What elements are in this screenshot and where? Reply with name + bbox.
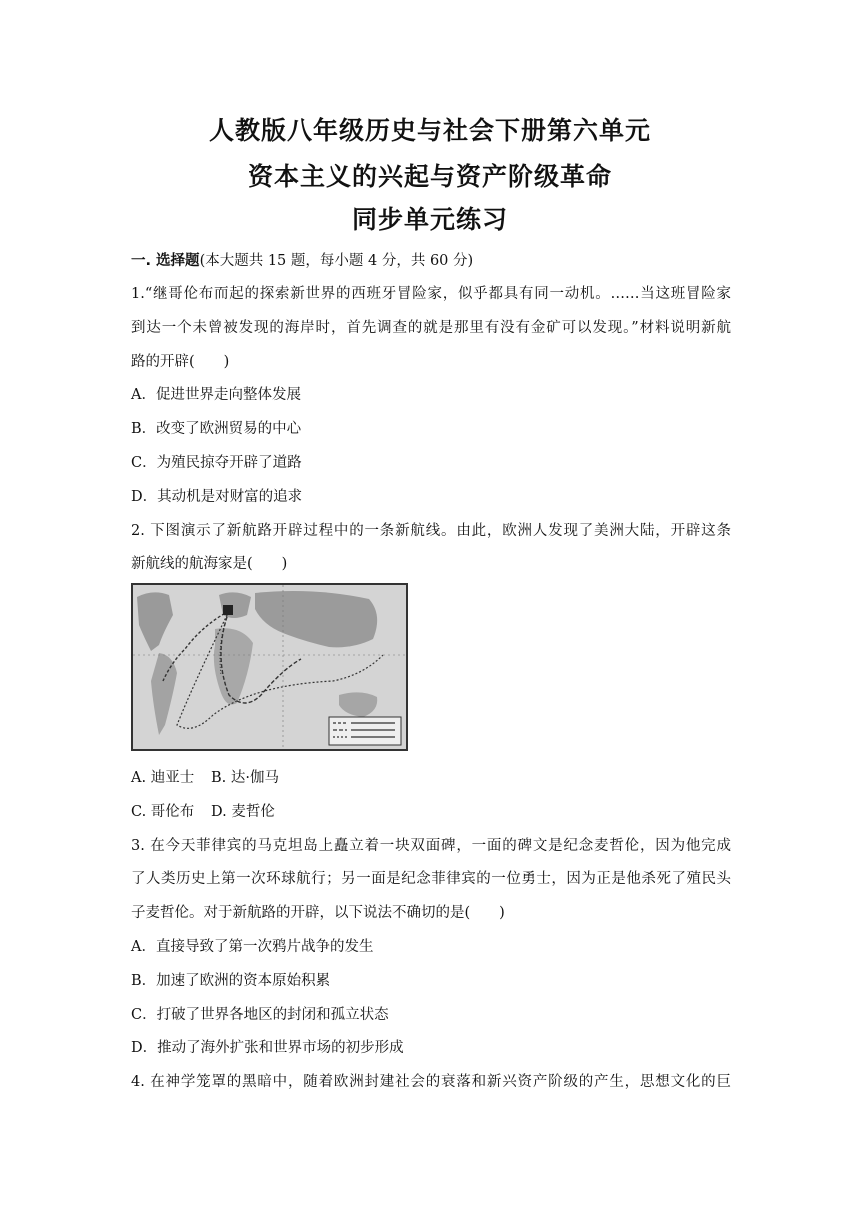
q1-option-b: B．改变了欧洲贸易的中心 bbox=[131, 421, 302, 437]
section-heading bbox=[131, 249, 731, 270]
q1-option-a: A．促进世界走向整体发展 bbox=[131, 387, 301, 403]
q3-option-b: B．加速了欧洲的资本原始积累 bbox=[131, 973, 331, 989]
q2-option-a: A. 迪亚士 bbox=[131, 770, 195, 786]
world-map-graphic bbox=[133, 585, 406, 749]
q4-stem-line-1: 4. 在神学笼罩的黑暗中，随着欧洲封建社会的衰落和新兴资产阶级的产生，思想文化的巨 bbox=[131, 1074, 731, 1090]
document-title-line-3: 同步单元练习 bbox=[351, 205, 508, 234]
q3-option-a: A．直接导致了第一次鸦片战争的发生 bbox=[131, 939, 374, 955]
q3-option-c: C．打破了世界各地区的封闭和孤立状态 bbox=[131, 1007, 389, 1023]
q2-option-d: D. 麦哲伦 bbox=[211, 804, 275, 820]
q1-stem-line-3: 路的开辟( ) bbox=[131, 354, 230, 370]
q1-option-d: D．其动机是对财富的追求 bbox=[131, 489, 303, 505]
q3-stem-line-3: 子麦哲伦。对于新航路的开辟，以下说法不确切的是( ) bbox=[131, 905, 505, 921]
document-title-line-1: 人教版八年级历史与社会下册第六单元 bbox=[208, 116, 651, 145]
q1-stem-line-1: 1.“继哥伦布而起的探索新世界的西班牙冒险家，似乎都具有同一动机。……当这班冒险家 bbox=[131, 286, 731, 302]
q3-option-d: D．推动了海外扩张和世界市场的初步形成 bbox=[131, 1040, 404, 1056]
q2-option-c: C. 哥伦布 bbox=[131, 804, 195, 820]
q1-stem-line-2: 到达一个未曾被发现的海岸时，首先调查的就是那里有没有金矿可以发现。”材料说明新航 bbox=[131, 320, 731, 336]
q2-options-row-2 bbox=[131, 800, 731, 821]
q2-stem-line-2: 新航线的航海家是( ) bbox=[131, 556, 288, 572]
q3-stem-line-1: 3. 在今天菲律宾的马克坦岛上矗立着一块双面碑，一面的碑文是纪念麦哲伦，因为他完成 bbox=[131, 838, 731, 854]
q2-option-b: B. 达·伽马 bbox=[211, 770, 279, 786]
q3-stem-line-2: 了人类历史上第一次环球航行；另一面是纪念菲律宾的一位勇士，因为正是他杀死了殖民头 bbox=[131, 871, 731, 887]
q2-options-row-1 bbox=[131, 766, 731, 787]
section-heading-note: (本大题共 15 题，每小题 4 分，共 60 分) bbox=[199, 253, 474, 269]
section-heading-label: 一. 选择题 bbox=[131, 253, 200, 269]
document-title-line-2: 资本主义的兴起与资产阶级革命 bbox=[247, 162, 612, 191]
q1-option-c: C．为殖民掠夺开辟了道路 bbox=[131, 455, 302, 471]
route-map-image bbox=[131, 583, 408, 751]
q2-stem-line-1: 2. 下图演示了新航路开辟过程中的一条新航线。由此，欧洲人发现了美洲大陆，开辟这条 bbox=[131, 523, 731, 539]
